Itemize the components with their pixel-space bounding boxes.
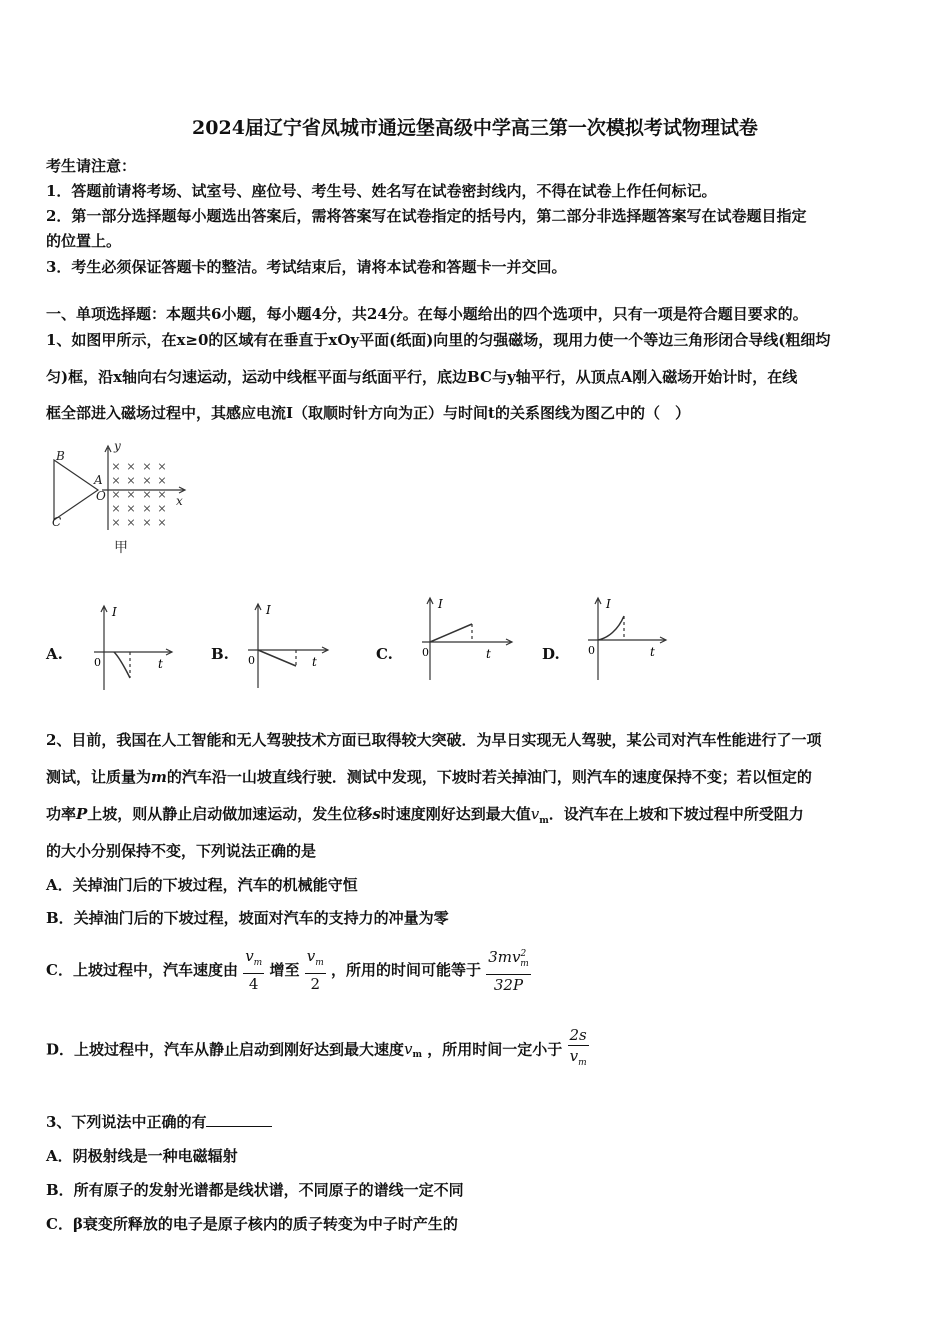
svg-text:I: I — [112, 605, 117, 619]
svg-text:×: × — [157, 502, 167, 515]
svg-text:0: 0 — [94, 656, 101, 669]
answer-blank[interactable] — [206, 1112, 272, 1127]
exam-title: 2024届辽宁省凤城市通远堡高级中学高三第一次模拟考试物理试卷 — [192, 117, 758, 139]
field-crosses — [111, 460, 166, 529]
triangle-frame — [54, 460, 98, 520]
svg-text:×: × — [126, 474, 136, 487]
q1-option-a-graph[interactable] — [86, 602, 176, 692]
svg-text:I: I — [266, 603, 271, 617]
fraction-vm-over-2: $\frac{v_m}{2}$ — [306, 946, 324, 993]
svg-text:×: × — [142, 474, 152, 487]
notice-heading: 考生请注意： — [46, 157, 137, 175]
svg-text:0: 0 — [588, 644, 595, 657]
q2-stem-line: 2、目前，我国在人工智能和无人驾驶技术方面已取得较大突破．为早日实现无人驾驶，某公司对汽车性能进行了一项 — [46, 731, 822, 749]
svg-text:×: × — [126, 460, 136, 473]
q2-option-b[interactable]: B．关掉油门后的下坡过程，坡面对汽车的支持力的冲量为零 — [46, 909, 449, 927]
label-a: A — [94, 473, 103, 487]
q3-option-a[interactable]: A．阴极射线是一种电磁辐射 — [46, 1147, 238, 1165]
svg-text:t: t — [312, 655, 317, 669]
q2-option-c[interactable]: C．上坡过程中，汽车速度由 $\frac{v_m}{4}$ 增至 $\frac{v_m}{2}$ ，所用的时间可能等于 $\frac{3mv^2_m}{32P}$ — [46, 944, 531, 995]
svg-text:0: 0 — [248, 654, 255, 667]
svg-text:×: × — [126, 516, 136, 529]
svg-text:×: × — [157, 474, 167, 487]
q1-figure — [42, 438, 202, 558]
svg-text:×: × — [157, 516, 167, 529]
svg-text:×: × — [111, 460, 121, 473]
notice-item: 的位置上。 — [46, 232, 122, 250]
label-c: C — [52, 515, 62, 529]
fraction-2s-over-vm: $\frac{2s}{v_m}$ — [569, 1026, 587, 1068]
q1-option-d-graph[interactable] — [580, 594, 670, 684]
svg-text:×: × — [126, 502, 136, 515]
q1-stem-line: 匀)框，沿x轴向右匀速运动，运动中线框平面与纸面平行，底边BC与y轴平行，从顶点A刚入磁场开始计时，在线 — [46, 368, 798, 386]
q1-stem-line: 框全部进入磁场过程中，其感应电流I（取顺时针方向为正）与时间t的关系图线为图乙中的（ ） — [46, 404, 690, 422]
svg-text:0: 0 — [422, 646, 429, 659]
q1-stem-line: 1、如图甲所示，在x≥0的区域有在垂直于xOy平面(纸面)向里的匀强磁场，现用力使一个等边三角形闭合导线(粗细均 — [46, 331, 831, 349]
notice-item: 1．答题前请将考场、试室号、座位号、考生号、姓名写在试卷密封线内，不得在试卷上作任何标记。 — [46, 182, 717, 200]
svg-text:×: × — [111, 502, 121, 515]
svg-text:t: t — [486, 647, 491, 661]
svg-text:I: I — [606, 597, 611, 611]
notice-item: 3．考生必须保证答题卡的整洁。考试结束后，请将本试卷和答题卡一并交回。 — [46, 258, 567, 276]
svg-text:×: × — [157, 460, 167, 473]
q1-option-c-graph[interactable] — [416, 594, 516, 684]
svg-text:×: × — [142, 516, 152, 529]
q3-option-b[interactable]: B．所有原子的发射光谱都是线状谱，不同原子的谱线一定不同 — [46, 1181, 464, 1199]
q1-option-d-label: D. — [542, 645, 560, 663]
q1-option-b-graph[interactable] — [240, 600, 332, 690]
svg-text:×: × — [142, 460, 152, 473]
section-heading: 一、单项选择题：本题共6小题，每小题4分，共24分。在每小题给出的四个选项中，只有一项是符合题目要求的。 — [46, 305, 808, 323]
fraction-time-formula: $\frac{3mv^2_m}{32P}$ — [486, 944, 531, 995]
svg-text:×: × — [157, 488, 167, 501]
q2-stem-line: 测试，让质量为m的汽车沿一山坡直线行驶．测试中发现，下坡时若关掉油门，则汽车的速度保持不变；若以恒定的 — [46, 768, 812, 786]
notice-item: 2．第一部分选择题每小题选出答案后，需将答案写在试卷指定的括号内，第二部分非选择题答案写在试卷题目指定 — [46, 207, 807, 225]
svg-text:I: I — [438, 597, 443, 611]
figure-caption: 甲 — [114, 540, 128, 556]
svg-text:t: t — [158, 657, 163, 671]
label-y: y — [114, 439, 121, 453]
svg-text:×: × — [111, 488, 121, 501]
label-b: B — [56, 449, 65, 463]
q2-option-a[interactable]: A．关掉油门后的下坡过程，汽车的机械能守恒 — [46, 876, 358, 894]
svg-text:×: × — [142, 488, 152, 501]
label-x: x — [176, 494, 183, 508]
svg-text:×: × — [126, 488, 136, 501]
svg-text:×: × — [142, 502, 152, 515]
q1-option-b-label: B. — [211, 645, 229, 663]
q2-stem-line: 的大小分别保持不变，下列说法正确的是 — [46, 842, 317, 860]
svg-text:×: × — [111, 474, 121, 487]
svg-text:t: t — [650, 645, 655, 659]
q3-option-c[interactable]: C．β衰变所释放的电子是原子核内的质子转变为中子时产生的 — [46, 1215, 458, 1233]
q2-option-d[interactable]: D．上坡过程中，汽车从静止启动到刚好达到最大速度$v_m$ ，所用时间一定小于 $\frac{2s}{v_m}$ — [46, 1025, 589, 1073]
q1-option-c-label: C. — [376, 645, 393, 663]
q1-option-a-label: A. — [46, 645, 63, 663]
q3-stem: 3、下列说法中正确的有 — [46, 1111, 272, 1132]
label-o: O — [96, 489, 106, 503]
fraction-vm-over-4: $\frac{v_m}{4}$ — [245, 946, 263, 993]
svg-text:×: × — [111, 516, 121, 529]
q2-stem-line: 功率P上坡，则从静止启动做加速运动，发生位移s时速度刚好达到最大值$v_m$．设汽车在上坡和下坡过程中所受阻力 — [46, 805, 804, 826]
